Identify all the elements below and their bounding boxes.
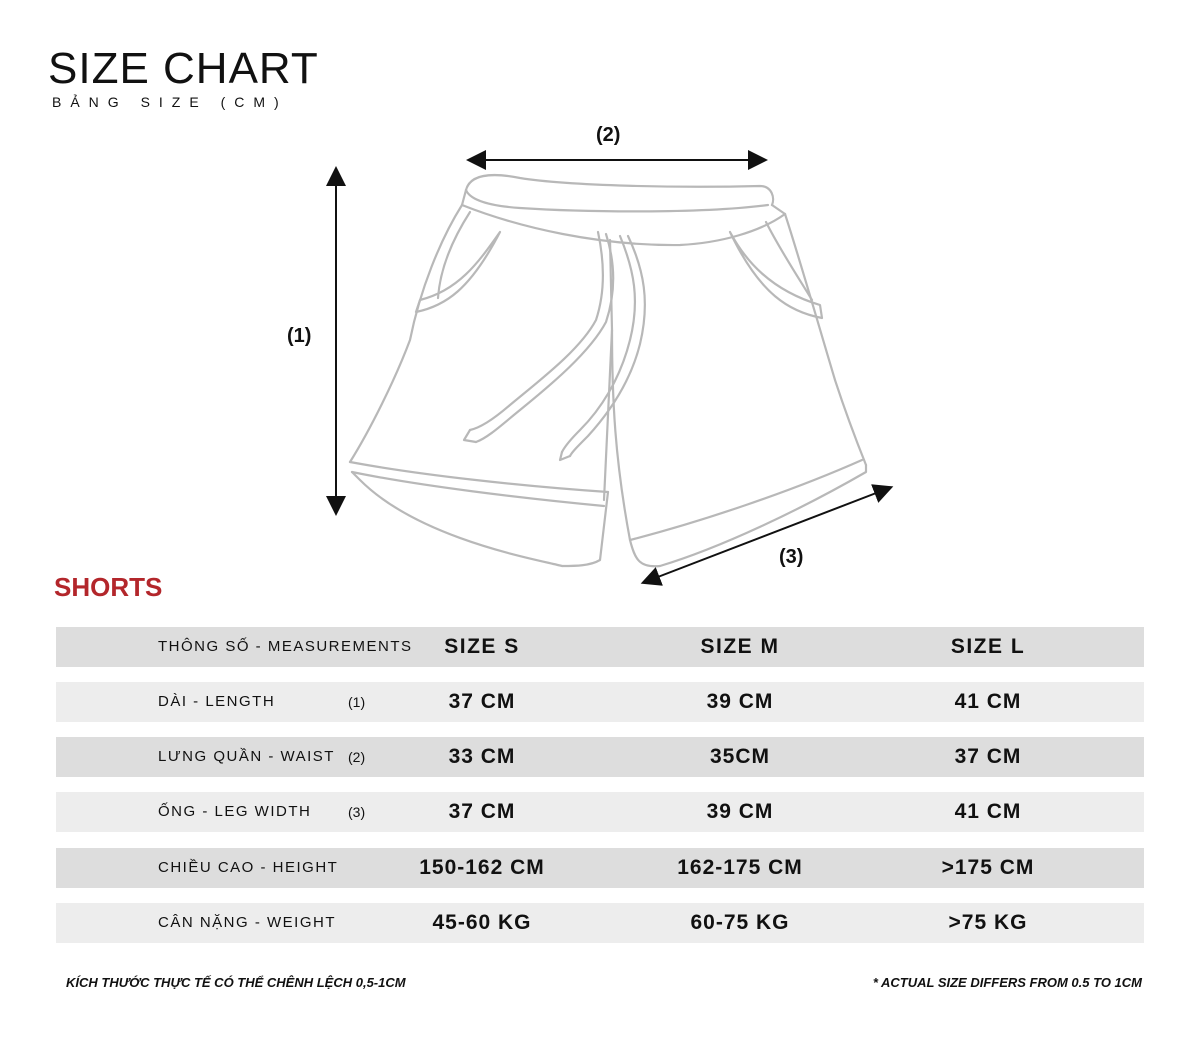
value-size-m: 162-175 CM (677, 856, 803, 879)
row-label: ỐNG - LEG WIDTH (158, 803, 312, 820)
length-label: (1) (287, 325, 312, 347)
note-english: * ACTUAL SIZE DIFFERS FROM 0.5 TO 1CM (872, 975, 1142, 990)
header-size-m: SIZE M (700, 635, 780, 658)
value-size-l: >175 CM (941, 856, 1035, 879)
row-ref: (2) (348, 749, 366, 765)
header-measurements: THÔNG SỐ - MEASUREMENTS (158, 638, 413, 655)
page-subtitle: BẢNG SIZE (CM) (52, 94, 288, 110)
row-label: CÂN NẶNG - WEIGHT (158, 914, 336, 931)
leg-width-arrow (650, 490, 884, 580)
row-label: DÀI - LENGTH (158, 693, 276, 710)
shorts-outline-icon (350, 175, 866, 566)
value-size-l: 41 CM (954, 690, 1022, 713)
table-header-row (56, 627, 1144, 667)
table-row (56, 903, 1144, 943)
table-row (56, 792, 1144, 832)
header-size-l: SIZE L (950, 635, 1026, 658)
value-size-m: 60-75 KG (690, 911, 790, 934)
value-size-m: 39 CM (706, 690, 774, 713)
value-size-l: 37 CM (954, 745, 1022, 768)
value-size-m: 35CM (709, 745, 771, 768)
leg-width-label: (3) (779, 546, 804, 568)
page-title: SIZE CHART (48, 44, 319, 93)
value-size-m: 39 CM (706, 800, 774, 823)
row-label: CHIỀU CAO - HEIGHT (158, 859, 339, 876)
row-ref: (1) (348, 694, 366, 710)
value-size-s: 37 CM (448, 800, 516, 823)
note-vietnamese: KÍCH THƯỚC THỰC TẾ CÓ THỂ CHÊNH LỆCH 0,5-1CM (66, 975, 406, 990)
value-size-s: 45-60 KG (432, 911, 532, 934)
value-size-s: 150-162 CM (419, 856, 545, 879)
value-size-s: 33 CM (448, 745, 516, 768)
section-title: SHORTS (54, 572, 163, 602)
waist-label: (2) (596, 124, 621, 146)
row-label: LƯNG QUẦN - WAIST (158, 748, 335, 765)
value-size-l: 41 CM (954, 800, 1022, 823)
table-row (56, 737, 1144, 777)
header-size-s: SIZE S (444, 635, 520, 658)
value-size-l: >75 KG (948, 911, 1028, 934)
value-size-s: 37 CM (448, 690, 516, 713)
table-row (56, 848, 1144, 888)
row-ref: (3) (348, 804, 366, 820)
table-row (56, 682, 1144, 722)
